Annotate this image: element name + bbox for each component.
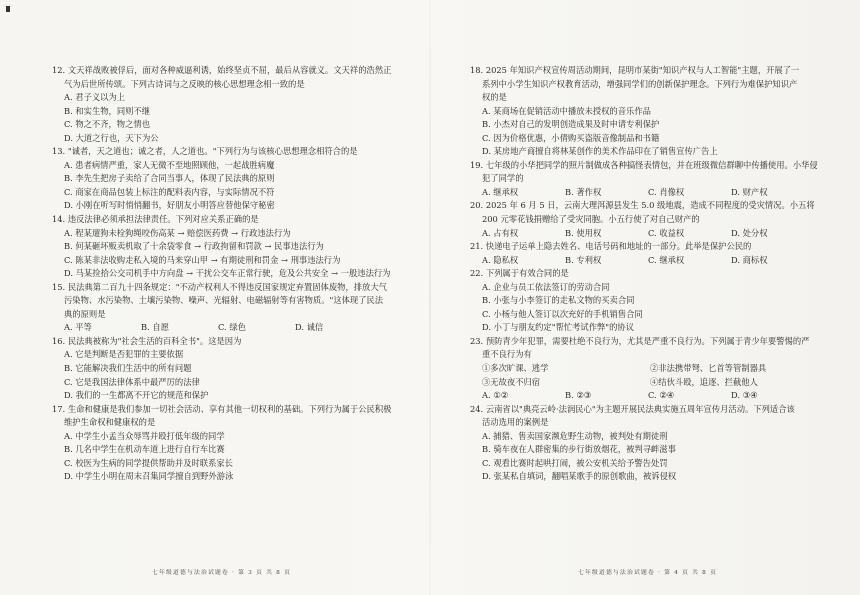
answer-option: B. 几名中学生在机动车道上进行自行车比赛	[64, 444, 225, 455]
left-page-footer: 七年级道德与法治试题卷 · 第 3 页 共 8 页	[152, 570, 292, 576]
question-text-line: 17. 生命和健康是我们参加一切社会活动、享有其他一切权利的基础。下列行为属于公民积极	[52, 403, 392, 414]
options-row	[470, 389, 832, 403]
answer-option: A. ①②	[482, 390, 509, 401]
question-text-line: 15. 民法典第二百九十四条规定："不动产权利人不得违反国家规定弃置固体废物，排放大气	[52, 281, 387, 292]
question-text-line: 维护生命权和健康权的是	[64, 417, 156, 428]
answer-option: A. 它是判断是否犯罪的主要依据	[64, 349, 184, 360]
answer-option: B. 小张与小李签订的走私文物的买卖合同	[482, 295, 635, 306]
options-row	[470, 254, 832, 268]
answer-option: B. 和实生物，同则不继	[64, 105, 151, 116]
question-q16	[52, 335, 427, 403]
answer-option: C. 继承权	[648, 254, 685, 265]
question-q14	[52, 213, 427, 281]
question-text-line: 12. 文天祥战败被俘后，面对各种威逼利诱，始终坚贞不屈，最后从容就义。文天祥的浩然正	[52, 65, 392, 75]
answer-option: C. 商家在商品包装上标注的配料表内容，与实际情况不符	[64, 186, 275, 197]
statement-item: ②非法携带弩、匕首等管制器具	[650, 363, 767, 374]
answer-option: C. 观看比赛时起哄打闹，被公安机关给予警告处罚	[482, 457, 668, 468]
question-text-line: 18. 2025 年知识产权宣传周活动期间，昆明市某街"知识产权与人工智能"主题，开展了一	[470, 65, 800, 75]
answer-option: C. 物之不齐，物之情也	[64, 119, 150, 130]
question-text-line: 活动选用的案例是	[482, 417, 549, 428]
answer-option: D. 我们的一生都离不开它的规范和保护	[64, 390, 209, 401]
question-text-line: 16. 民法典被称为"社会生活的百科全书"。这是因为	[52, 335, 242, 346]
question-text-line: 19. 七年级的小华把同学的照片制做成各种搞怪表情包，并在班级微信群聊中传播使用。小华侵	[470, 159, 818, 170]
question-q24	[470, 403, 832, 484]
question-text-line: 20. 2025 年 6 月 5 日，云南大理洱源县发生 5.0 级地震，造成不同程度的受灾情况。小五将	[470, 200, 815, 211]
question-text-line: 犯了同学的	[482, 173, 524, 184]
answer-option: C. ②④	[648, 390, 675, 401]
question-text-line: 气为后世所传颂。下列古诗词与之反映的核心思想理念相一致的是	[64, 78, 305, 89]
answer-option: B. 专利权	[565, 254, 602, 265]
answer-option: A. 平等	[64, 322, 92, 333]
answer-option: B. 何某砸坏贩卖机取了十余袋零食 → 行政拘留和罚款 → 民事违法行为	[64, 241, 324, 252]
answer-option: A. 某商场在促销活动中播放未授权的音乐作品	[482, 105, 651, 116]
answer-option: A. 中学生小孟当众辱骂并殴打低年级的同学	[64, 430, 225, 441]
question-q21	[470, 240, 832, 267]
left-page-column	[52, 64, 427, 484]
answer-option: B. ②③	[565, 390, 592, 401]
answer-option: A. 程某遛狗未栓狗绳咬伤高某 → 赔偿医药费 → 行政违法行为	[64, 227, 291, 238]
answer-option: A. 捕猎、售卖国家濒危野生动物，被判处有期徒刑	[482, 430, 668, 441]
answer-option: C. 因为价格优惠，小倩购买盗版音像制品和书籍	[482, 132, 660, 143]
answer-option: A. 企业与员工依法签订的劳动合同	[482, 281, 610, 292]
question-text-line: 200 元零花钱捐赠给了受灾同胞。小五行使了对自己财产的	[482, 214, 700, 225]
question-q20	[470, 199, 832, 240]
answer-option: C. 陈某非法收购走私入境的马来穿山甲 → 有期徒刑和罚金 → 刑事违法行为	[64, 254, 341, 265]
question-q22	[470, 267, 832, 335]
question-q13	[52, 145, 427, 213]
question-text-line: 24. 云南省以"典亮云岭·法润民心"为主题开展民法典实施五周年宣传月活动。下列适合该	[470, 403, 795, 414]
question-text-line: 污染物、水污染物、土壤污染物、噪声、光辐射、电磁辐射等有害物质。"这体现了民法	[64, 295, 384, 306]
answer-option: A. 君子义以为上	[64, 92, 126, 103]
question-q23	[470, 335, 832, 403]
question-text-line: 权的是	[482, 92, 507, 103]
answer-option: D. 商标权	[731, 254, 768, 265]
answer-option: A. 患者病情严重，家人无微不至地照顾他，一起战胜病魔	[64, 159, 275, 170]
question-text-line: 21. 快递电子运单上隐去姓名、电话号码和地址的一部分。此举是保护公民的	[470, 241, 752, 252]
answer-option: D. ③④	[731, 390, 758, 401]
corner-mark	[6, 6, 10, 12]
options-row	[470, 227, 832, 241]
statement-row	[470, 376, 832, 390]
right-page-column	[470, 64, 832, 484]
answer-option: C. 小杨与他人签订以次充好的手机销售合同	[482, 308, 643, 319]
answer-option: D. 张某私自填词，翻唱某歌手的原创歌曲，被诉侵权	[482, 471, 677, 482]
answer-option: C. 校医为生病的同学提供帮助并及时联系家长	[64, 457, 233, 468]
answer-option: D. 某房地产商擅自将林某创作的美术作品印在了销售宣传广告上	[482, 146, 718, 157]
answer-option: D. 大道之行也，天下为公	[64, 132, 159, 143]
answer-option: D. 马某捡拾公交司机手中方向盘 → 干扰公交车正常行驶，危及公共安全 → 一般违法行为	[64, 268, 391, 279]
answer-option: D. 中学生小明在周末召集同学擅自到野外游泳	[64, 471, 234, 482]
answer-option: B. 著作权	[565, 186, 602, 197]
answer-option: D. 处分权	[731, 227, 768, 238]
statement-row	[470, 362, 832, 376]
statement-item: ④结伙斗殴，追逐、拦截他人	[650, 376, 758, 387]
answer-option: D. 诚信	[295, 322, 324, 333]
statement-item: ③无故夜不归宿	[482, 376, 541, 387]
question-q17	[52, 403, 427, 484]
answer-option: A. 继承权	[482, 186, 519, 197]
options-row	[470, 186, 832, 200]
question-text-line: 系列中小学生知识产权教育活动，增强同学们的创新保护理念。下列行为难保护知识产	[482, 78, 798, 89]
question-q12	[52, 64, 427, 145]
answer-option: D. 小丁与朋友约定"帮忙考试作弊"的协议	[482, 322, 635, 333]
question-q19	[470, 159, 832, 200]
statement-item: ①多次旷课、逃学	[482, 363, 549, 374]
options-row	[52, 321, 427, 335]
page-fold	[429, 0, 431, 595]
right-page-footer: 七年级道德与法治试题卷 · 第 4 页 共 8 页	[578, 570, 718, 576]
answer-option: B. 小杰对自己的发明创造成果及时申请专利保护	[482, 119, 660, 130]
answer-option: B. 它能解决我们生活中的所有问题	[64, 363, 192, 374]
question-text-line: 重不良行为有	[482, 349, 532, 360]
answer-option: D. 财产权	[731, 186, 768, 197]
question-text-line: 典的原则是	[64, 308, 106, 319]
answer-option: B. 使用权	[565, 227, 602, 238]
answer-option: C. 绿色	[218, 322, 246, 333]
question-text-line: 22. 下列属于有效合同的是	[470, 268, 569, 279]
answer-option: C. 它是我国法律体系中最严厉的法律	[64, 376, 200, 387]
answer-option: C. 肖像权	[648, 186, 685, 197]
answer-option: D. 小刚在听写时悄悄翻书，好朋友小明答应替他保守秘密	[64, 200, 275, 211]
question-q15	[52, 281, 427, 335]
answer-option: A. 占有权	[482, 227, 519, 238]
question-text-line: 23. 预防青少年犯罪，需要杜绝不良行为，尤其是严重不良行为。下列属于青少年要警惕的严	[470, 335, 810, 346]
answer-option: A. 隐私权	[482, 254, 519, 265]
answer-option: B. 自愿	[141, 322, 169, 333]
question-q18	[470, 64, 832, 159]
answer-option: B. 李先生把房子卖给了合同当事人，体现了民法典的原则	[64, 173, 275, 184]
question-text-line: 13. "诚者，天之道也；诚之者，人之道也。"下列行为与该核心思想理念相符合的是	[52, 146, 358, 157]
answer-option: C. 收益权	[648, 227, 685, 238]
question-text-line: 14. 违反法律必须承担法律责任。下列对应关系正确的是	[52, 214, 259, 225]
answer-option: B. 骑车夜在人群密集的步行街放烟花，被判寻衅滋事	[482, 444, 676, 455]
